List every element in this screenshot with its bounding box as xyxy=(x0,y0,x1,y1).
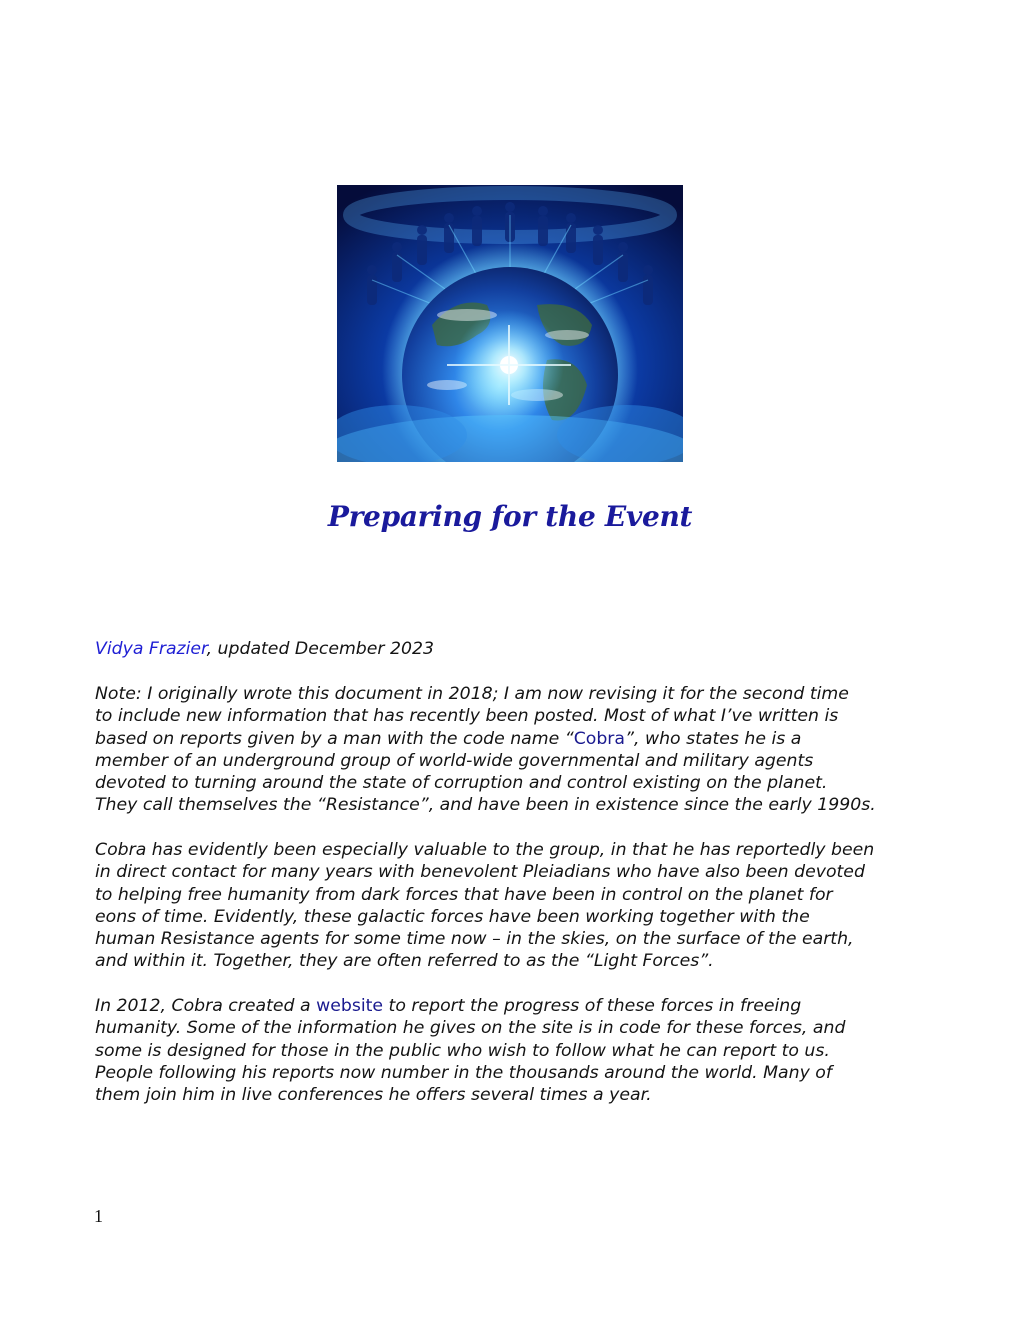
website-link[interactable]: website xyxy=(316,996,384,1016)
text-segment: to report the progress of these forces in freeing xyxy=(383,996,802,1016)
paragraph-line: They call themselves the “Resistance”, and have been in existence since the early 1990s. xyxy=(95,795,876,816)
paragraph-line: them join him in live conferences he offers several times a year. xyxy=(95,1085,652,1106)
paragraph-line xyxy=(95,995,935,1017)
page-number: 1 xyxy=(94,1206,103,1226)
paragraph-website xyxy=(95,995,935,1106)
cobra-link[interactable]: Cobra xyxy=(573,728,625,749)
paragraph-line: in direct contact for many years with benevolent Pleiadians who have also been devoted xyxy=(95,862,865,883)
paragraph-line: to helping free humanity from dark forces that have been in control on the planet for xyxy=(95,884,833,905)
byline-date: , updated December 2023 xyxy=(206,639,434,659)
paragraph-line: devoted to turning around the state of corruption and control existing on the planet. xyxy=(95,773,828,794)
paragraph-line: member of an underground group of world-wide governmental and military agents xyxy=(95,750,814,771)
text-segment: ”, who states he is a xyxy=(625,728,802,749)
paragraph-line: human Resistance agents for some time now – in the skies, on the surface of the earth, xyxy=(95,929,854,950)
earth-with-figures-image xyxy=(337,185,683,462)
paragraph-line: eons of time. Evidently, these galactic forces have been working together with the xyxy=(95,906,810,927)
paragraph-line xyxy=(95,728,935,750)
paragraph-line: and within it. Together, they are often referred to as the “Light Forces”. xyxy=(95,951,714,972)
author-link[interactable]: Vidya Frazier xyxy=(95,639,207,659)
paragraph-line: Note: I originally wrote this document in 2018; I am now revising it for the second time xyxy=(95,684,849,704)
document-title: Preparing for the Event xyxy=(327,500,693,533)
paragraph-line: some is designed for those in the public who wish to follow what he can report to us. xyxy=(95,1040,830,1061)
paragraph-line: to include new information that has recently been posted. Most of what I’ve written is xyxy=(95,706,839,727)
byline-line xyxy=(95,638,935,660)
paragraph-cobra xyxy=(95,839,935,973)
paragraph-note xyxy=(95,683,935,817)
paragraph-line: People following his reports now number in the thousands around the world. Many of xyxy=(95,1062,832,1083)
text-segment: In 2012, Cobra created a xyxy=(95,996,317,1016)
text-segment: based on reports given by a man with the code name “ xyxy=(95,728,574,749)
paragraph-line: humanity. Some of the information he gives on the site is in code for these forces, and xyxy=(95,1018,846,1039)
byline xyxy=(95,638,935,660)
paragraph-line: Cobra has evidently been especially valuable to the group, in that he has reportedly been xyxy=(95,840,875,860)
